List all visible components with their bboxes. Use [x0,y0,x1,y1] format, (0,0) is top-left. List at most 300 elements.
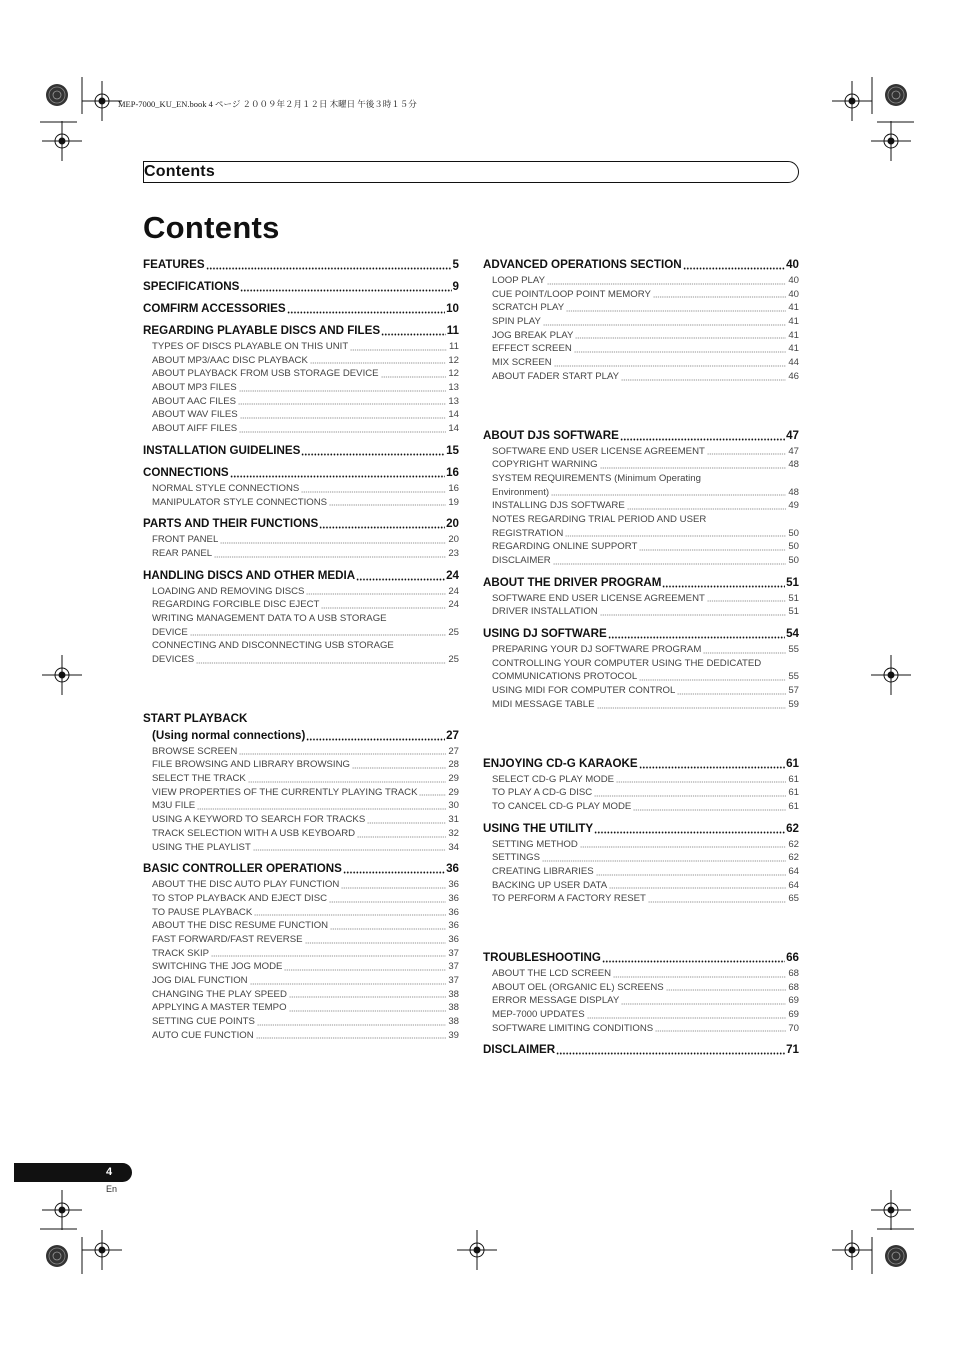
dot-leader [238,399,446,405]
dot-leader [639,759,785,769]
toc-entry-page: 12 [448,354,459,366]
toc-entry-page: 13 [448,395,459,407]
dot-leader [329,500,446,506]
toc-entry[interactable] [152,813,459,827]
dot-leader [306,731,445,741]
toc-section-title[interactable] [143,323,459,338]
toc-entry[interactable] [492,800,799,814]
dot-leader [257,1020,446,1026]
toc-entry-text: ABOUT PLAYBACK FROM USB STORAGE DEVICE [152,368,379,380]
toc-entry-text: APPLYING A MASTER TEMPO [152,1002,287,1014]
toc-section-title-text: ADVANCED OPERATIONS SECTION [483,258,682,271]
toc-entry[interactable] [492,967,799,981]
toc-entry-line[interactable]: NOTES REGARDING TRIAL PERIOD AND USER [492,513,707,525]
dot-leader [602,953,785,963]
toc-entry-page: 55 [788,644,799,656]
toc-entry-page: 61 [788,800,799,812]
toc-entry-text: SETTING CUE POINTS [152,1016,255,1028]
toc-entry[interactable] [492,592,799,606]
toc-entry-page: 68 [788,981,799,993]
toc-entry-text: ABOUT THE DISC RESUME FUNCTION [152,920,329,932]
toc-section [483,756,799,814]
toc-entry[interactable] [492,499,799,513]
toc-entry[interactable] [492,838,799,852]
dot-leader [301,487,446,493]
toc-entry-text: M3U FILE [152,800,196,812]
toc-entry[interactable] [152,745,459,759]
section-header-bar [143,161,799,183]
dot-leader [301,446,445,456]
page-title: Contents [143,210,280,245]
toc-entry-text: FAST FORWARD/FAST REVERSE [152,933,303,945]
dot-leader [608,629,785,639]
toc-entry[interactable] [152,841,459,855]
toc-section-title[interactable] [143,301,459,316]
dot-leader [419,790,446,796]
toc-entry[interactable] [152,758,459,772]
toc-entry[interactable] [152,960,459,974]
toc-entry-text: REAR PANEL [152,547,213,559]
dot-leader [597,703,787,709]
toc-entry-page: 41 [788,343,799,355]
toc-entry-text: ABOUT AIFF FILES [152,423,238,435]
toc-entry[interactable] [492,698,799,712]
dot-leader [566,306,786,312]
toc-entry-text: ABOUT MP3 FILES [152,382,237,394]
toc-section-title-text: TROUBLESHOOTING [483,951,601,964]
toc-section-title-text: SPECIFICATIONS [143,280,240,293]
toc-section-page: 71 [786,1043,799,1057]
dot-leader [677,689,786,695]
toc-entry[interactable] [492,981,799,995]
toc-section-title-text: BASIC CONTROLLER OPERATIONS [143,862,342,876]
toc-section-title[interactable] [143,861,459,876]
toc-section-page: 27 [446,728,459,742]
toc-section-title[interactable] [143,443,459,458]
toc-entry-page: 61 [788,787,799,799]
dot-leader [289,1006,447,1012]
toc-entry[interactable] [152,354,459,368]
toc-section-title[interactable] [483,626,799,641]
toc-entry-text: VIEW PROPERTIES OF THE CURRENTLY PLAYING TRACK [152,786,418,798]
toc-section [483,575,799,619]
toc-entry-page: 25 [448,654,459,665]
dot-leader [662,578,785,588]
toc-entry-page: 65 [788,893,799,905]
toc-entry-text: DEVICES [152,654,195,665]
toc-entry-text: TO CANCEL CD-G PLAY MODE [492,800,632,812]
dot-leader [196,658,446,664]
toc-entry-text: SPIN PLAY [492,316,541,328]
toc-entry[interactable] [492,851,799,865]
toc-entry[interactable] [492,370,799,384]
toc-entry-page: 62 [788,838,799,850]
toc-entry-page: 47 [788,445,799,457]
toc-section-title-text: USING THE UTILITY [483,821,594,835]
dot-leader [284,965,446,971]
toc-entry-page: 69 [788,995,799,1007]
toc-entry-page: 44 [788,357,799,369]
toc-entry-text: SETTING METHOD [492,838,578,850]
toc-entry[interactable] [152,1015,459,1029]
toc-entry-page: 70 [788,1022,799,1034]
dot-leader [321,603,446,609]
toc-entry-text: TO STOP PLAYBACK AND EJECT DISC [152,892,328,904]
toc-entry-text: LOADING AND REMOVING DISCS [152,585,305,597]
dot-leader [240,282,451,292]
toc-entry-text: BACKING UP USER DATA [492,879,608,891]
dot-leader [253,845,447,851]
toc-entry-text: JOG DIAL FUNCTION [152,975,248,986]
toc-entry-page: 40 [788,275,799,286]
toc-section-title-text: PARTS AND THEIR FUNCTIONS [143,517,319,531]
toc-entry-text: CHANGING THE PLAY SPEED [152,988,287,1000]
dot-leader [551,490,786,496]
toc-entry-text: TO PERFORM A FACTORY RESET [492,893,646,905]
toc-section-title[interactable] [483,1042,799,1057]
toc-entry[interactable] [492,670,799,684]
toc-section-title[interactable] [483,257,799,272]
toc-entry-text: MANIPULATOR STYLE CONNECTIONS [152,496,328,508]
dot-leader [239,749,446,755]
toc-entry-page: 34 [448,841,459,853]
toc-entry-text: ABOUT THE DISC AUTO PLAY FUNCTION [152,879,340,891]
toc-entry-text: REGISTRATION [492,527,564,539]
toc-entry[interactable] [152,947,459,961]
toc-entry[interactable] [152,799,459,813]
toc-section-page: 11 [446,324,459,337]
toc-entry[interactable] [152,496,459,510]
toc-entry[interactable] [492,540,799,554]
toc-entry[interactable] [152,547,459,561]
dot-leader [621,999,786,1005]
toc-entry[interactable] [492,274,799,288]
toc-section-title-text: DISCLAIMER [483,1043,556,1057]
toc-section-title[interactable] [143,465,459,480]
toc-entry[interactable] [152,772,459,786]
toc-entry-page: 68 [788,968,799,979]
toc-entry-line[interactable]: WRITING MANAGEMENT DATA TO A USB STORAGE [152,612,387,624]
toc-entry[interactable] [492,288,799,302]
toc-entry[interactable] [152,906,459,920]
toc-section-page: 47 [786,428,799,442]
toc-entry[interactable] [492,994,799,1008]
dot-leader [594,824,785,834]
toc-entry[interactable] [152,367,459,381]
toc-entry[interactable] [152,974,459,988]
toc-entry[interactable] [152,1001,459,1015]
toc-entry-page: 38 [448,1002,459,1014]
toc-entry-page: 28 [448,759,459,771]
dot-leader [703,648,786,654]
toc-entry-page: 12 [448,368,459,380]
toc-entry[interactable] [492,445,799,459]
toc-entry-list [143,585,459,667]
toc-entry[interactable] [152,933,459,947]
toc-entry[interactable] [152,827,459,841]
toc-entry-page: 24 [448,599,459,611]
toc-entry-text: TRACK SKIP [152,947,210,959]
toc-entry[interactable] [152,585,459,599]
toc-entry-text: SOFTWARE END USER LICENSE AGREEMENT [492,445,705,457]
toc-entry[interactable] [152,786,459,800]
toc-entry-text: SELECT CD-G PLAY MODE [492,773,615,785]
toc-section-page: 20 [446,517,459,531]
toc-section [483,428,799,568]
toc-section-title[interactable] [143,257,459,272]
toc-entry[interactable] [152,988,459,1002]
toc-section-page: 24 [446,568,459,582]
toc-entry[interactable] [152,878,459,892]
toc-entry-page: 23 [448,547,459,559]
dot-leader [239,386,447,392]
toc-entry[interactable] [152,598,459,612]
toc-section-subtitle[interactable] [143,728,459,743]
toc-section-title[interactable] [483,821,799,836]
dot-leader [190,630,447,636]
toc-entry[interactable] [492,329,799,343]
toc-entry[interactable] [152,892,459,906]
toc-entry[interactable] [492,786,799,800]
toc-entry-page: 46 [788,370,799,382]
dot-leader [343,864,445,874]
toc-entry-page: 64 [788,865,799,877]
dot-leader [197,804,446,810]
toc-entry[interactable] [492,892,799,906]
toc-entry-text: NORMAL STYLE CONNECTIONS [152,482,300,494]
toc-entry[interactable] [152,340,459,354]
toc-entry-text: DEVICE [152,626,188,638]
toc-section-title-text: INSTALLATION GUIDELINES [143,443,301,457]
toc-entry-text: ABOUT FADER START PLAY [492,370,620,382]
toc-entry-text: DISCLAIMER [492,555,551,566]
toc-section-page: 40 [786,258,799,271]
toc-entry-text: MIX SCREEN [492,357,552,369]
toc-section-page: 62 [786,821,799,835]
toc-entry-list [483,838,799,906]
toc-entry-text: SELECT THE TRACK [152,773,246,785]
dot-leader [352,763,446,769]
toc-entry-page: 57 [788,685,799,697]
toc-entry[interactable] [492,773,799,787]
toc-entry[interactable] [152,408,459,422]
toc-entry-text: ABOUT OEL (ORGANIC EL) SCREENS [492,981,664,993]
toc-section-page: 66 [786,951,799,964]
toc-entry-text: BROWSE SCREEN [152,745,238,757]
toc-entry[interactable] [152,395,459,409]
toc-entry-line[interactable]: CONTROLLING YOUR COMPUTER USING THE DEDICATED [492,657,762,669]
dot-leader [542,856,786,862]
toc-entry-page: 29 [448,773,459,785]
toc-entry-page: 37 [448,961,459,973]
toc-section-subtitle-text: (Using normal connections) [152,728,306,742]
toc-entry-list [143,878,459,1042]
toc-entry[interactable] [492,684,799,698]
dot-leader [381,326,446,336]
toc-entry-line[interactable]: CONNECTING AND DISCONNECTING USB STORAGE [152,640,394,652]
dot-leader [613,972,786,978]
toc-entry-page: 59 [788,698,799,710]
toc-entry-page: 36 [448,906,459,918]
toc-entry-line[interactable]: SYSTEM REQUIREMENTS (Minimum Operating [492,472,701,484]
toc-entry-page: 20 [448,534,459,546]
toc-entry[interactable] [152,422,459,436]
toc-entry-list [483,643,799,711]
toc-entry[interactable] [492,1008,799,1022]
toc-entry-page: 25 [448,626,459,638]
toc-entry-text: USING THE PLAYLIST [152,841,251,853]
toc-entry-page: 36 [448,892,459,904]
toc-entry[interactable] [152,626,459,640]
toc-section-title[interactable] [483,428,799,443]
toc-entry-page: 30 [448,800,459,812]
dot-leader [330,924,446,930]
toc-entry-page: 14 [448,409,459,421]
dot-leader [287,304,446,314]
dot-leader [239,427,446,433]
toc-entry-list [483,773,799,814]
dot-leader [357,832,446,838]
toc-entry-page: 13 [448,382,459,394]
toc-entry-page: 48 [788,459,799,471]
toc-entry[interactable] [492,605,799,619]
dot-leader [655,1026,786,1032]
toc-entry-page: 36 [448,920,459,932]
toc-entry-page: 41 [788,302,799,314]
toc-entry-page: 39 [448,1029,459,1041]
toc-section [143,323,459,436]
toc-entry-page: 51 [788,606,799,618]
toc-entry[interactable] [152,653,459,667]
dot-leader [553,559,787,565]
toc-entry-text: COPYRIGHT WARNING [492,459,598,471]
dot-leader [240,413,447,419]
page-number: 4 [106,1166,113,1178]
dot-leader [648,897,786,903]
toc-entry-text: USING A KEYWORD TO SEARCH FOR TRACKS [152,814,366,826]
toc-entry-text: SETTINGS [492,852,540,864]
toc-entry-text: CREATING LIBRARIES [492,865,594,877]
toc-section [483,821,799,906]
toc-entry-text: USING MIDI FOR COMPUTER CONTROL [492,685,676,697]
toc-entry-page: 69 [788,1009,799,1021]
toc-entry-list [483,445,799,568]
toc-section [143,861,459,1042]
language-code: En [106,1184,118,1194]
dot-leader [367,818,446,824]
toc-section-title-text: ABOUT DJS SOFTWARE [483,428,619,442]
toc-section [483,257,799,384]
toc-entry-text: JOG BREAK PLAY [492,329,574,341]
dot-leader [341,883,446,889]
dot-leader [565,531,786,537]
toc-entry-text: LOOP PLAY [492,275,545,286]
toc-entry-list [483,592,799,619]
toc-section [143,711,459,855]
toc-entry[interactable] [492,879,799,893]
toc-right-column [483,257,799,1057]
toc-entry-page: 64 [788,879,799,891]
dot-leader [621,375,786,381]
toc-entry[interactable] [492,342,799,356]
dot-leader [633,805,786,811]
toc-entry-text: ABOUT WAV FILES [152,409,238,421]
toc-entry-page: 32 [448,827,459,839]
dot-leader [230,468,445,478]
toc-section-title[interactable] [143,568,459,583]
toc-entry-page: 37 [448,975,459,986]
toc-entry-page: 55 [788,671,799,683]
toc-entry-page: 36 [448,879,459,891]
dot-leader [666,985,787,991]
toc-entry-page: 40 [788,288,799,300]
toc-entry-page: 51 [788,592,799,604]
dot-leader [707,596,786,602]
toc-entry-page: 29 [448,786,459,798]
dot-leader [575,333,786,339]
toc-entry[interactable] [152,533,459,547]
toc-section [143,568,459,667]
toc-entry[interactable] [492,301,799,315]
toc-entry-text: MIDI MESSAGE TABLE [492,698,595,710]
toc-entry[interactable] [492,315,799,329]
dot-leader [600,610,787,616]
dot-leader [556,1045,785,1055]
toc-entry-page: 41 [788,316,799,328]
toc-entry[interactable] [152,482,459,496]
toc-section-title[interactable] [483,950,799,965]
toc-section-title[interactable] [143,516,459,531]
toc-entry-list [143,533,459,560]
toc-entry[interactable] [492,486,799,500]
print-header: MEP-7000_KU_EN.book 4 ページ ２００９年２月１２日 木曜日 午後３時１５分 [118,99,417,109]
toc-entry-text: TO PAUSE PLAYBACK [152,906,253,918]
toc-section-title[interactable] [483,575,799,590]
toc-entry[interactable] [492,527,799,541]
toc-entry-list [143,745,459,855]
toc-section-title-text: FEATURES [143,258,205,271]
toc-entry-page: 49 [788,500,799,512]
toc-section-title[interactable] [483,756,799,771]
toc-entry[interactable] [152,381,459,395]
dot-leader [306,589,446,595]
toc-entry-page: 14 [448,423,459,435]
toc-entry[interactable] [492,356,799,370]
toc-entry[interactable] [152,1029,459,1043]
toc-section-title[interactable] [143,711,459,726]
toc-entry-list [143,482,459,509]
toc-entry[interactable] [492,458,799,472]
toc-left-column [143,257,459,1042]
toc-entry-text: ABOUT MP3/AAC DISC PLAYBACK [152,354,308,366]
toc-section-title[interactable] [143,279,459,294]
toc-entry[interactable] [152,919,459,933]
toc-entry-list [143,340,459,436]
toc-section [143,257,459,272]
toc-entry-page: 27 [448,745,459,757]
toc-entry[interactable] [492,865,799,879]
toc-section-page: 54 [786,627,799,641]
toc-entry[interactable] [492,643,799,657]
dot-leader [319,519,445,529]
toc-section [483,1042,799,1057]
toc-entry[interactable] [492,554,799,568]
toc-entry-text: TRACK SELECTION WITH A USB KEYBOARD [152,827,356,839]
dot-leader [587,1013,787,1019]
dot-leader [683,260,785,270]
toc-entry[interactable] [492,1022,799,1036]
dot-leader [639,545,786,551]
